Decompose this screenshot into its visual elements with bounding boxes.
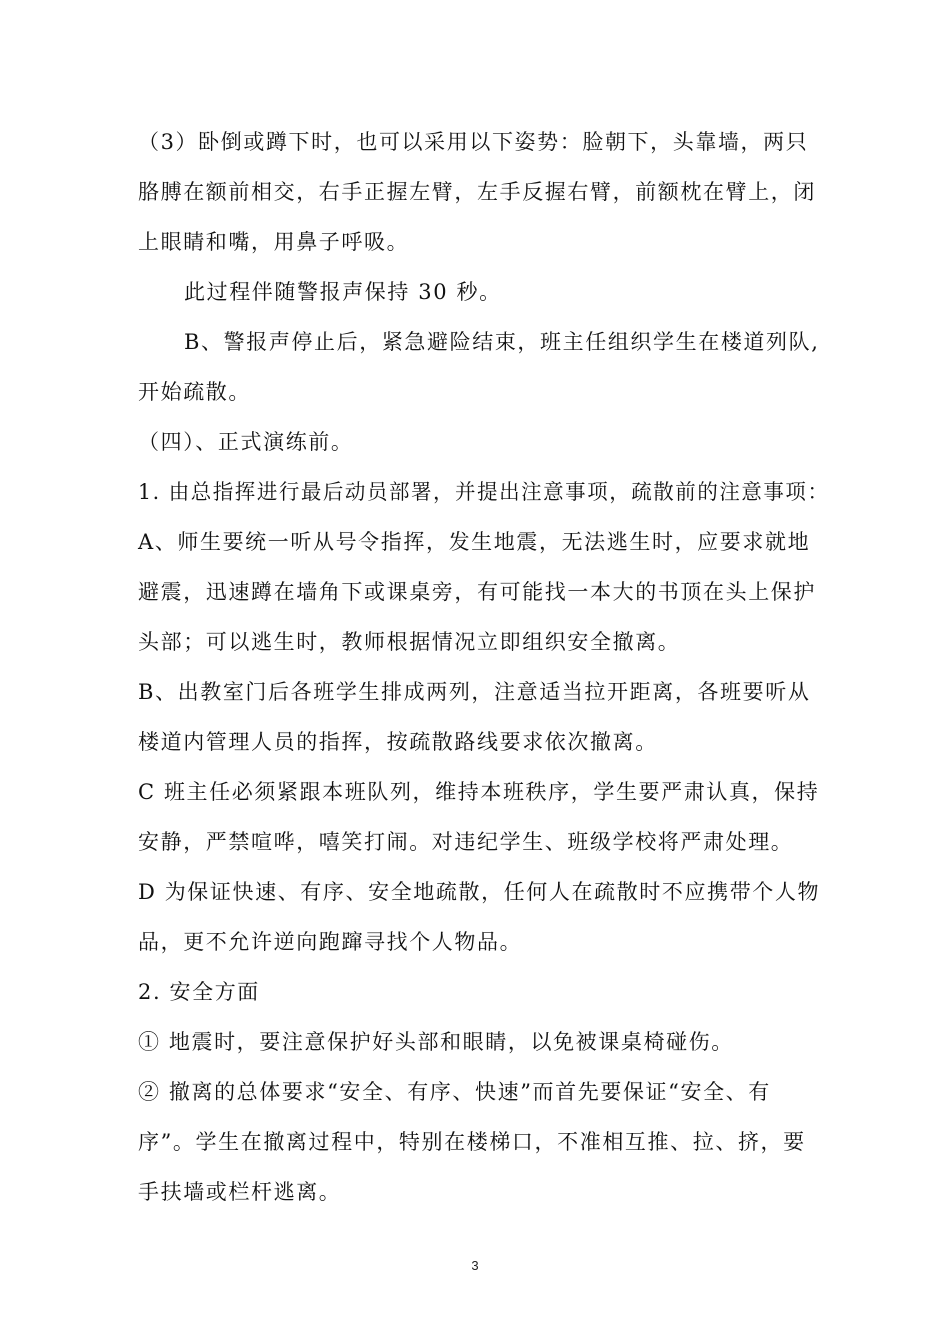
paragraph-line-8: 1. 由总指挥进行最后动员部署，并提出注意事项，疏散前的注意事项： bbox=[138, 480, 830, 504]
paragraph-line-3: 上眼睛和嘴，用鼻子呼吸。 bbox=[138, 230, 410, 254]
paragraph-line-4: 此过程伴随警报声保持 30 秒。 bbox=[184, 280, 502, 304]
paragraph-line-19: ① 地震时，要注意保护好头部和眼睛，以免被课桌椅碰伤。 bbox=[138, 1030, 734, 1054]
paragraph-line-10: 避震，迅速蹲在墙角下或课桌旁，有可能找一本大的书顶在头上保护 bbox=[138, 580, 816, 604]
paragraph-line-22: 手扶墙或栏杆逃离。 bbox=[138, 1180, 342, 1204]
paragraph-line-13: 楼道内管理人员的指挥，按疏散路线要求依次撤离。 bbox=[138, 730, 658, 754]
paragraph-line-17: 品，更不允许逆向跑蹿寻找个人物品。 bbox=[138, 930, 523, 954]
paragraph-line-16: D 为保证快速、有序、安全地疏散，任何人在疏散时不应携带个人物 bbox=[138, 880, 821, 904]
paragraph-line-18: 2. 安全方面 bbox=[138, 980, 260, 1004]
paragraph-line-15: 安静，严禁喧哗，嘻笑打闹。对违纪学生、班级学校将严肃处理。 bbox=[138, 830, 794, 854]
paragraph-line-5: B、警报声停止后，紧急避险结束，班主任组织学生在楼道列队, bbox=[184, 330, 820, 354]
paragraph-line-9: A、师生要统一听从号令指挥，发生地震，无法逃生时，应要求就地 bbox=[138, 530, 811, 554]
paragraph-line-20: ② 撤离的总体要求“安全、有序、快速”而首先要保证“安全、有 bbox=[138, 1080, 771, 1104]
paragraph-line-1: （3）卧倒或蹲下时，也可以采用以下姿势：脸朝下，头靠墙，两只 bbox=[138, 130, 809, 154]
paragraph-line-2: 胳膊在额前相交，右手正握左臂，左手反握右臂，前额枕在臂上，闭 bbox=[138, 180, 816, 204]
paragraph-line-12: B、出教室门后各班学生排成两列，注意适当拉开距离，各班要听从 bbox=[138, 680, 811, 704]
section-heading: （四）、正式演练前。 bbox=[138, 430, 354, 454]
paragraph-line-6: 开始疏散。 bbox=[138, 380, 251, 404]
paragraph-line-14: C 班主任必须紧跟本班队列，维持本班秩序，学生要严肃认真，保持 bbox=[138, 780, 820, 804]
page-number: 3 bbox=[471, 1258, 479, 1273]
paragraph-line-21: 序”。学生在撤离过程中，特别在楼梯口，不准相互推、拉、挤，要 bbox=[138, 1130, 806, 1154]
paragraph-line-11: 头部；可以逃生时，教师根据情况立即组织安全撤离。 bbox=[138, 630, 681, 654]
